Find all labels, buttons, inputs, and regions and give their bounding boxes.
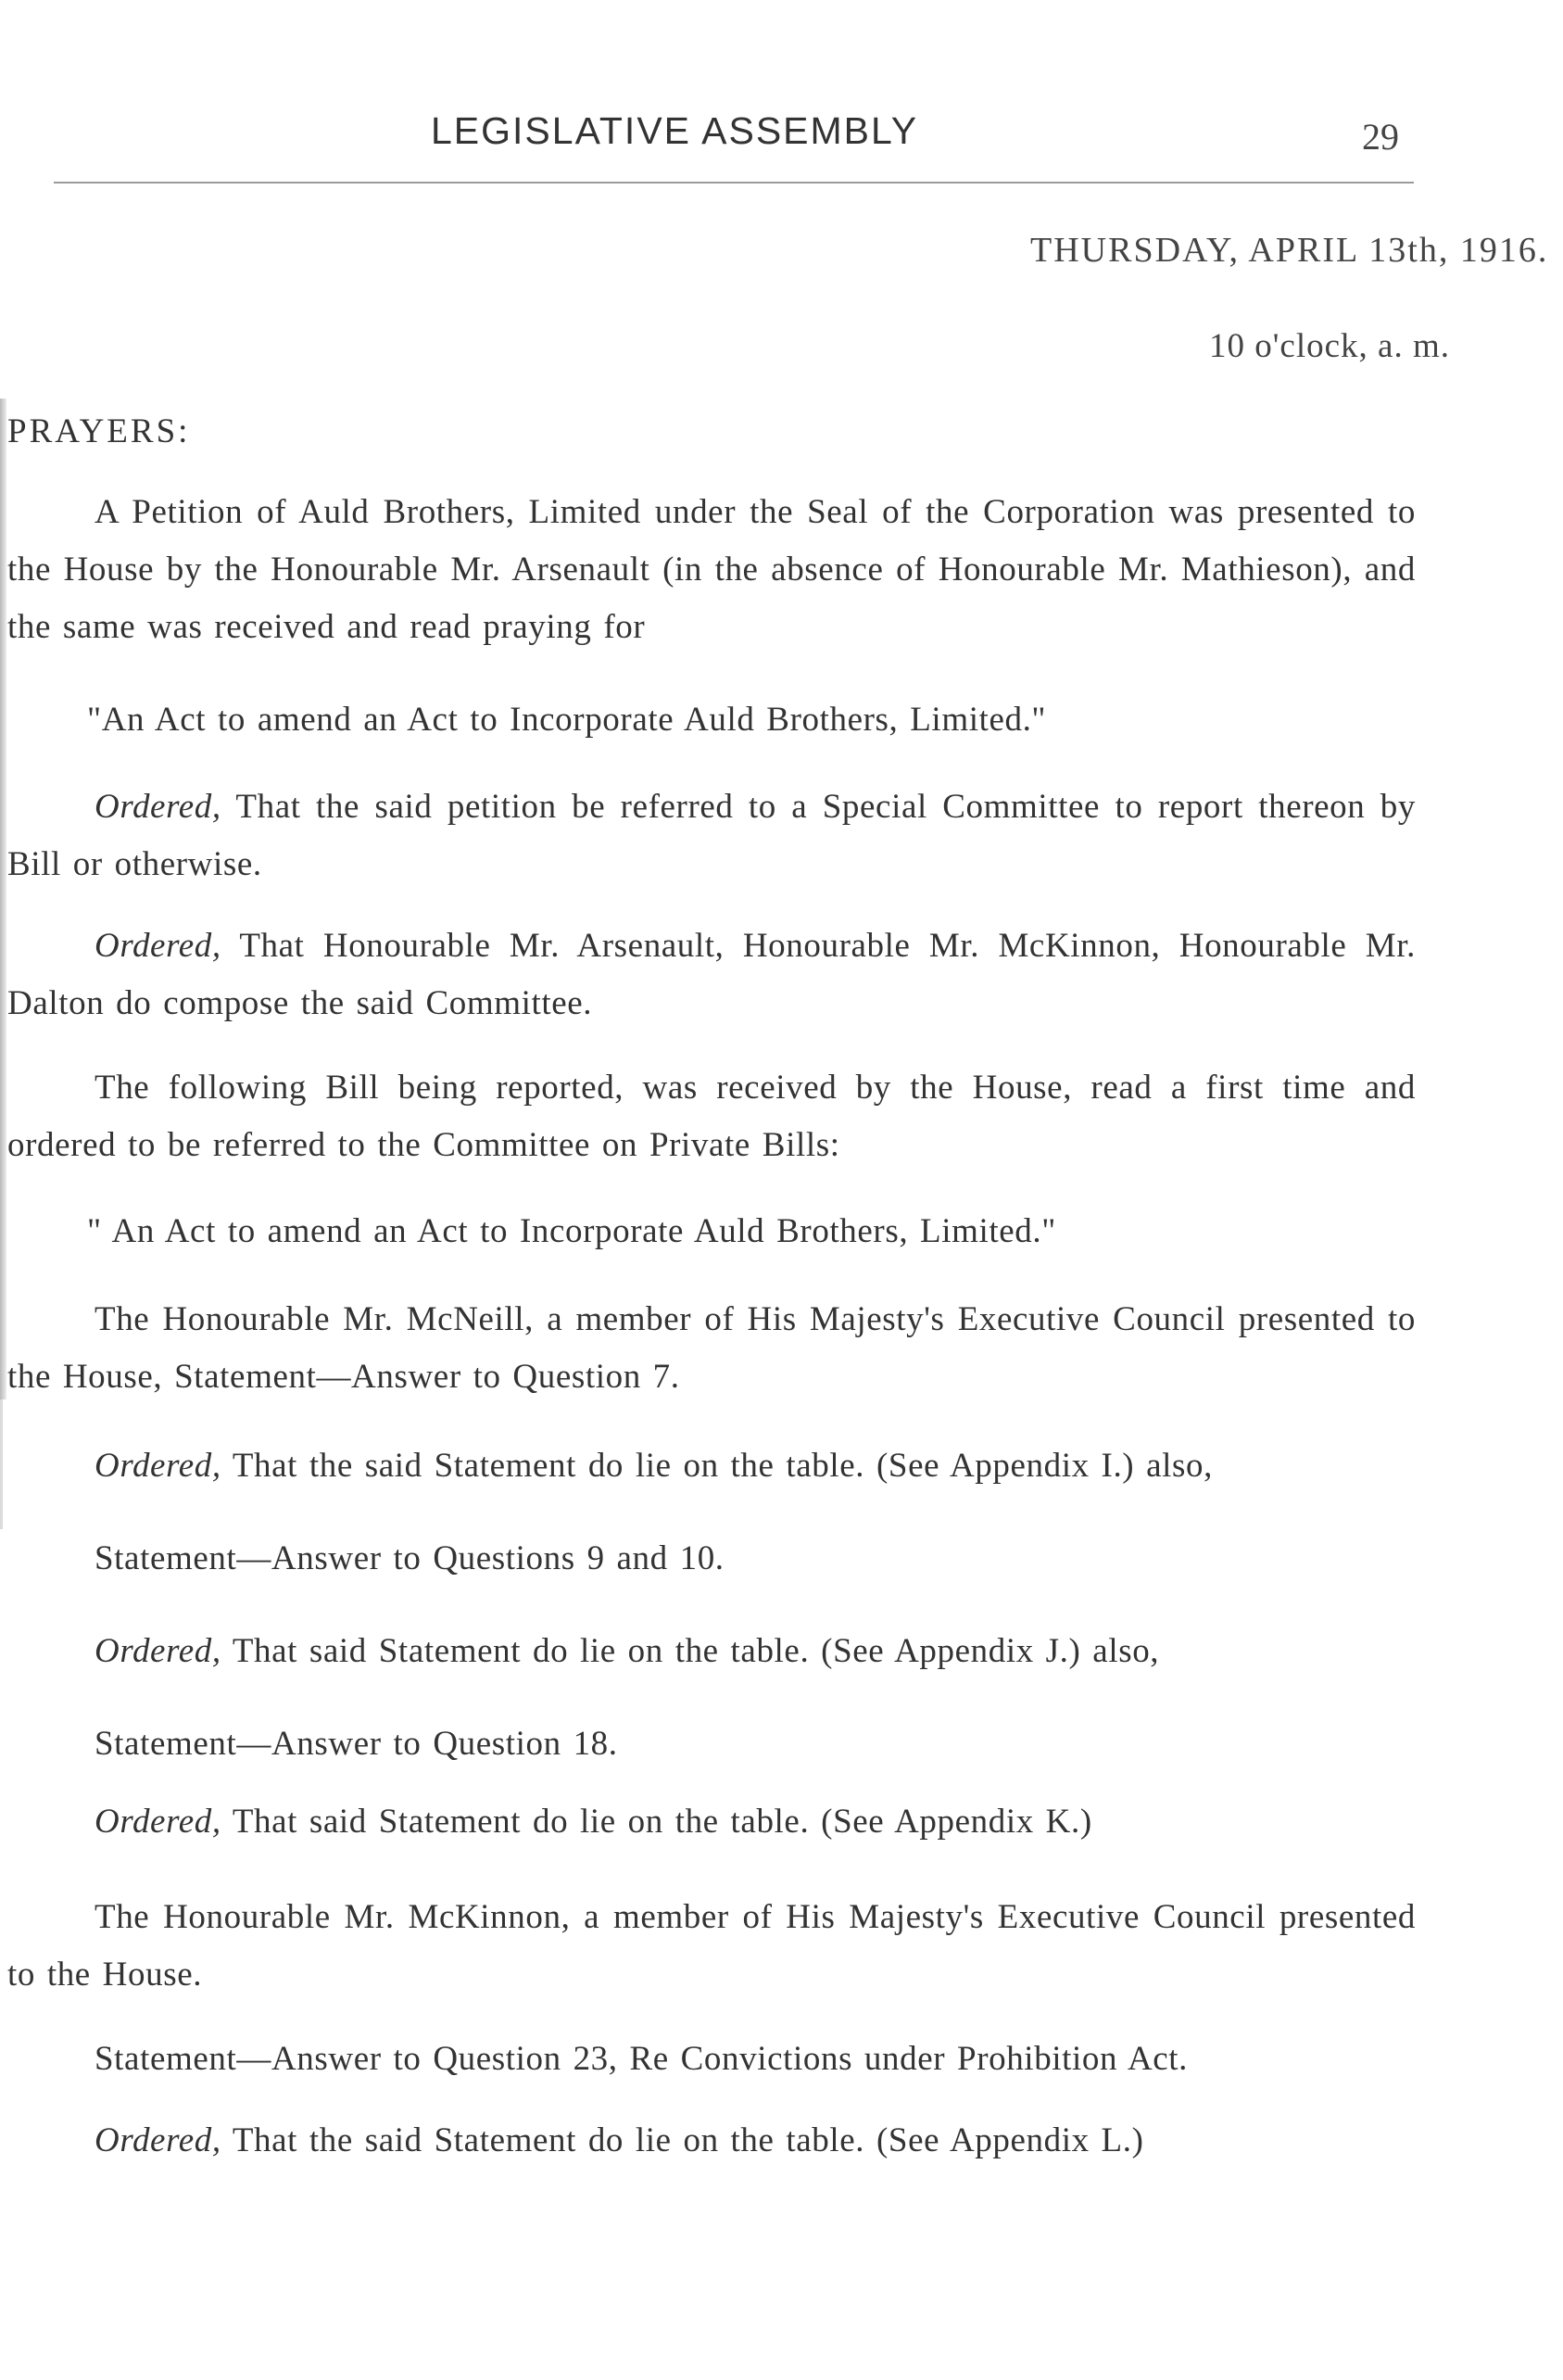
paragraph-order-refer xyxy=(7,779,1416,893)
running-header: LEGISLATIVE ASSEMBLY xyxy=(431,109,919,152)
paragraph-text: The Honourable Mr. McKinnon, a member of His Majesty's Executive Council presented to the House. xyxy=(7,1898,1416,1994)
paragraph-order-committee xyxy=(7,918,1416,1032)
order-text: That said Statement do lie on the table. (See Appendix K.) xyxy=(221,1803,1092,1841)
paragraph-mcneill-statement xyxy=(7,1291,1416,1406)
session-time: 10 o'clock, a. m. xyxy=(1209,327,1450,365)
paragraph-mckinnon-statement xyxy=(7,1889,1416,2004)
paragraph-text: That Honourable Mr. Arsenault, Honourable Mr. McKinnon, Honourable Mr. Dalton do compose the said Committee. xyxy=(7,927,1416,1022)
paragraph-petition xyxy=(7,484,1416,656)
order-appendix-i xyxy=(95,1446,1213,1486)
page-edge-shadow-lower xyxy=(0,1399,3,1529)
page-edge-shadow xyxy=(0,399,6,1399)
ordered-label: Ordered, xyxy=(95,1632,221,1670)
order-text: That said Statement do lie on the table. (See Appendix J.) also, xyxy=(221,1632,1160,1670)
session-date: THURSDAY, APRIL 13th, 1916. xyxy=(1030,231,1549,270)
ordered-label: Ordered, xyxy=(95,1447,221,1485)
bill-title-quote-2: " An Act to amend an Act to Incorporate Auld Brothers, Limited." xyxy=(87,1212,1056,1250)
paragraph-text: The Honourable Mr. McNeill, a member of His Majesty's Executive Council presented to the House, Statement—Answer to Question 7. xyxy=(7,1300,1416,1396)
ordered-label: Ordered, xyxy=(95,2121,221,2159)
paragraph-text: The following Bill being reported, was received by the House, read a first time and ordered to be referred to the Committee on Private Bills: xyxy=(7,1069,1416,1164)
paragraph-text: That the said petition be referred to a Special Committee to report thereon by Bill or otherwise. xyxy=(7,788,1416,883)
order-appendix-j xyxy=(95,1631,1159,1671)
statement-questions-9-10: Statement—Answer to Questions 9 and 10. xyxy=(95,1539,725,1577)
order-appendix-k xyxy=(95,1802,1092,1842)
header-rule xyxy=(54,182,1414,184)
paragraph-text: A Petition of Auld Brothers, Limited under the Seal of the Corporation was presented to the House by the Honourable Mr. Arsenault (in the absence of Honourable Mr. Mathieson), and the same was received and read praying for xyxy=(7,493,1416,646)
order-appendix-l xyxy=(95,2120,1144,2160)
ordered-label: Ordered, xyxy=(95,1803,221,1841)
ordered-label: Ordered, xyxy=(95,927,221,965)
page-number: 29 xyxy=(1362,116,1399,158)
statement-question-23: Statement—Answer to Question 23, Re Convictions under Prohibition Act. xyxy=(95,2040,1189,2078)
prayers-heading: PRAYERS: xyxy=(7,412,191,450)
paragraph-bill-reported xyxy=(7,1059,1416,1174)
order-text: That the said Statement do lie on the table. (See Appendix L.) xyxy=(221,2121,1144,2159)
order-text: That the said Statement do lie on the table. (See Appendix I.) also, xyxy=(221,1447,1213,1485)
bill-title-quote: "An Act to amend an Act to Incorporate Auld Brothers, Limited." xyxy=(87,701,1047,739)
ordered-label: Ordered, xyxy=(95,788,221,826)
statement-question-18: Statement—Answer to Question 18. xyxy=(95,1725,618,1763)
